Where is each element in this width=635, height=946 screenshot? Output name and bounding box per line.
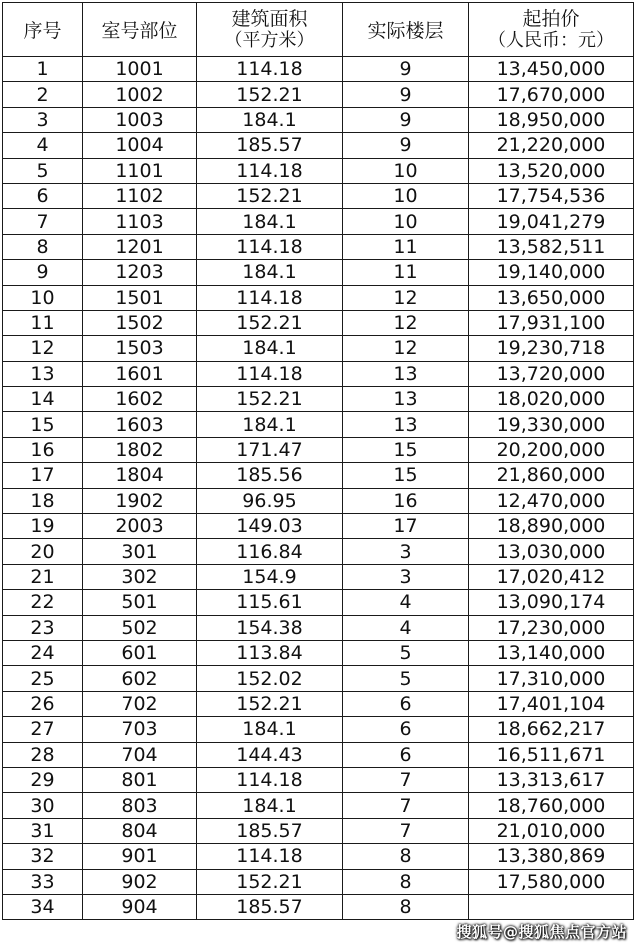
table-row <box>3 57 634 82</box>
room-cell: 1802 <box>83 437 197 462</box>
price-cell: 21,220,000 <box>469 133 634 158</box>
table-row <box>3 539 634 564</box>
room-cell: 1502 <box>83 310 197 335</box>
floor-cell: 4 <box>343 590 469 615</box>
room-cell: 1102 <box>83 183 197 208</box>
table-row <box>3 564 634 589</box>
floor-cell: 5 <box>343 666 469 691</box>
floor-cell: 8 <box>343 894 469 919</box>
table-row <box>3 640 634 665</box>
floor-cell: 4 <box>343 615 469 640</box>
room-cell: 2003 <box>83 514 197 539</box>
table-body <box>3 57 634 920</box>
price-cell: 17,754,536 <box>469 183 634 208</box>
area-cell: 152.21 <box>197 183 343 208</box>
area-cell: 96.95 <box>197 488 343 513</box>
index-cell: 10 <box>3 285 83 310</box>
index-cell: 24 <box>3 640 83 665</box>
room-cell: 902 <box>83 869 197 894</box>
table-row <box>3 285 634 310</box>
table-row <box>3 183 634 208</box>
room-cell: 1002 <box>83 82 197 107</box>
price-cell: 13,650,000 <box>469 285 634 310</box>
room-cell: 1804 <box>83 463 197 488</box>
area-cell: 115.61 <box>197 590 343 615</box>
table-row <box>3 590 634 615</box>
room-cell: 1101 <box>83 158 197 183</box>
index-cell: 29 <box>3 767 83 792</box>
floor-cell: 7 <box>343 818 469 843</box>
table-row <box>3 387 634 412</box>
floor-cell: 8 <box>343 869 469 894</box>
room-cell: 704 <box>83 742 197 767</box>
header-room-label: 室号部位 <box>101 20 178 42</box>
price-cell: 17,670,000 <box>469 82 634 107</box>
table-row <box>3 361 634 386</box>
room-cell: 1003 <box>83 107 197 132</box>
index-cell: 19 <box>3 514 83 539</box>
price-cell: 17,401,104 <box>469 691 634 716</box>
auction-price-table <box>2 2 634 920</box>
area-cell: 149.03 <box>197 514 343 539</box>
price-cell: 19,140,000 <box>469 260 634 285</box>
area-cell: 185.57 <box>197 818 343 843</box>
area-cell: 116.84 <box>197 539 343 564</box>
table-row <box>3 310 634 335</box>
table-row <box>3 793 634 818</box>
area-cell: 113.84 <box>197 640 343 665</box>
price-cell: 13,720,000 <box>469 361 634 386</box>
area-cell: 185.56 <box>197 463 343 488</box>
table-row <box>3 767 634 792</box>
index-cell: 26 <box>3 691 83 716</box>
floor-cell: 16 <box>343 488 469 513</box>
price-cell: 17,310,000 <box>469 666 634 691</box>
area-cell: 152.21 <box>197 387 343 412</box>
table-row <box>3 615 634 640</box>
floor-cell: 10 <box>343 158 469 183</box>
index-cell: 25 <box>3 666 83 691</box>
table-row <box>3 133 634 158</box>
room-cell: 602 <box>83 666 197 691</box>
table-row <box>3 107 634 132</box>
table-header <box>3 3 634 57</box>
floor-cell: 3 <box>343 564 469 589</box>
area-cell: 171.47 <box>197 437 343 462</box>
header-index <box>3 3 83 57</box>
area-cell: 114.18 <box>197 285 343 310</box>
price-cell: 17,020,412 <box>469 564 634 589</box>
table-row <box>3 488 634 513</box>
room-cell: 1601 <box>83 361 197 386</box>
index-cell: 8 <box>3 234 83 259</box>
floor-cell: 11 <box>343 234 469 259</box>
room-cell: 501 <box>83 590 197 615</box>
index-cell: 15 <box>3 412 83 437</box>
header-area <box>197 3 343 57</box>
price-cell: 13,140,000 <box>469 640 634 665</box>
price-cell: 13,520,000 <box>469 158 634 183</box>
price-cell: 20,200,000 <box>469 437 634 462</box>
floor-cell: 12 <box>343 336 469 361</box>
room-cell: 1201 <box>83 234 197 259</box>
room-cell: 804 <box>83 818 197 843</box>
table-row <box>3 742 634 767</box>
floor-cell: 15 <box>343 463 469 488</box>
index-cell: 3 <box>3 107 83 132</box>
index-cell: 11 <box>3 310 83 335</box>
index-cell: 21 <box>3 564 83 589</box>
area-cell: 184.1 <box>197 793 343 818</box>
floor-cell: 7 <box>343 767 469 792</box>
area-cell: 184.1 <box>197 260 343 285</box>
floor-cell: 12 <box>343 310 469 335</box>
table-row <box>3 336 634 361</box>
price-cell: 17,230,000 <box>469 615 634 640</box>
table-row <box>3 463 634 488</box>
table-row <box>3 894 634 919</box>
area-cell: 152.21 <box>197 82 343 107</box>
room-cell: 904 <box>83 894 197 919</box>
floor-cell: 13 <box>343 387 469 412</box>
room-cell: 301 <box>83 539 197 564</box>
room-cell: 703 <box>83 717 197 742</box>
header-row <box>3 3 634 57</box>
floor-cell: 6 <box>343 742 469 767</box>
room-cell: 601 <box>83 640 197 665</box>
index-cell: 31 <box>3 818 83 843</box>
header-room <box>83 3 197 57</box>
watermark: 搜狐号@搜狐焦点官方站 <box>456 923 627 941</box>
floor-cell: 15 <box>343 437 469 462</box>
floor-cell: 11 <box>343 260 469 285</box>
index-cell: 22 <box>3 590 83 615</box>
price-cell: 19,230,718 <box>469 336 634 361</box>
index-cell: 1 <box>3 57 83 82</box>
room-cell: 1902 <box>83 488 197 513</box>
table-row <box>3 82 634 107</box>
area-cell: 114.18 <box>197 361 343 386</box>
area-cell: 154.9 <box>197 564 343 589</box>
index-cell: 5 <box>3 158 83 183</box>
table-row <box>3 260 634 285</box>
area-cell: 114.18 <box>197 158 343 183</box>
floor-cell: 5 <box>343 640 469 665</box>
price-cell: 12,470,000 <box>469 488 634 513</box>
floor-cell: 10 <box>343 183 469 208</box>
floor-cell: 13 <box>343 361 469 386</box>
header-index-label: 序号 <box>23 20 62 42</box>
header-price-label: 起拍价 <box>522 7 580 30</box>
index-cell: 16 <box>3 437 83 462</box>
price-cell: 13,582,511 <box>469 234 634 259</box>
header-price-unit: （人民币：元） <box>488 29 614 51</box>
index-cell: 17 <box>3 463 83 488</box>
price-cell: 21,860,000 <box>469 463 634 488</box>
price-cell: 18,020,000 <box>469 387 634 412</box>
floor-cell: 13 <box>343 412 469 437</box>
area-cell: 184.1 <box>197 412 343 437</box>
table-row <box>3 234 634 259</box>
floor-cell: 6 <box>343 691 469 716</box>
floor-cell: 3 <box>343 539 469 564</box>
room-cell: 502 <box>83 615 197 640</box>
price-cell: 17,931,100 <box>469 310 634 335</box>
header-area-unit: （平方米） <box>224 29 315 51</box>
room-cell: 302 <box>83 564 197 589</box>
price-cell: 18,890,000 <box>469 514 634 539</box>
floor-cell: 7 <box>343 793 469 818</box>
area-cell: 184.1 <box>197 209 343 234</box>
room-cell: 1001 <box>83 57 197 82</box>
header-price <box>469 3 634 57</box>
room-cell: 1103 <box>83 209 197 234</box>
index-cell: 18 <box>3 488 83 513</box>
table-row <box>3 691 634 716</box>
area-cell: 152.21 <box>197 691 343 716</box>
price-cell: 13,030,000 <box>469 539 634 564</box>
table-row <box>3 666 634 691</box>
index-cell: 23 <box>3 615 83 640</box>
room-cell: 1603 <box>83 412 197 437</box>
area-cell: 185.57 <box>197 133 343 158</box>
room-cell: 1501 <box>83 285 197 310</box>
table-row <box>3 717 634 742</box>
room-cell: 1004 <box>83 133 197 158</box>
table-row <box>3 158 634 183</box>
index-cell: 27 <box>3 717 83 742</box>
area-cell: 144.43 <box>197 742 343 767</box>
index-cell: 34 <box>3 894 83 919</box>
floor-cell: 9 <box>343 57 469 82</box>
price-cell: 13,090,174 <box>469 590 634 615</box>
index-cell: 20 <box>3 539 83 564</box>
index-cell: 30 <box>3 793 83 818</box>
price-cell: 18,950,000 <box>469 107 634 132</box>
floor-cell: 17 <box>343 514 469 539</box>
area-cell: 152.21 <box>197 869 343 894</box>
price-cell: 13,313,617 <box>469 767 634 792</box>
index-cell: 4 <box>3 133 83 158</box>
room-cell: 1203 <box>83 260 197 285</box>
table-row <box>3 437 634 462</box>
area-cell: 114.18 <box>197 234 343 259</box>
area-cell: 184.1 <box>197 717 343 742</box>
price-cell: 21,010,000 <box>469 818 634 843</box>
table-row <box>3 869 634 894</box>
price-cell: 17,580,000 <box>469 869 634 894</box>
area-cell: 114.18 <box>197 57 343 82</box>
price-cell: 18,760,000 <box>469 793 634 818</box>
index-cell: 12 <box>3 336 83 361</box>
area-cell: 114.18 <box>197 844 343 869</box>
index-cell: 32 <box>3 844 83 869</box>
price-cell: 18,662,217 <box>469 717 634 742</box>
index-cell: 9 <box>3 260 83 285</box>
room-cell: 702 <box>83 691 197 716</box>
floor-cell: 6 <box>343 717 469 742</box>
area-cell: 184.1 <box>197 336 343 361</box>
price-cell: 13,450,000 <box>469 57 634 82</box>
area-cell: 154.38 <box>197 615 343 640</box>
price-cell: 19,041,279 <box>469 209 634 234</box>
area-cell: 152.21 <box>197 310 343 335</box>
floor-cell: 8 <box>343 844 469 869</box>
floor-cell: 9 <box>343 107 469 132</box>
price-cell: 16,511,671 <box>469 742 634 767</box>
room-cell: 901 <box>83 844 197 869</box>
index-cell: 28 <box>3 742 83 767</box>
floor-cell: 10 <box>343 209 469 234</box>
table-row <box>3 844 634 869</box>
header-floor-label: 实际楼层 <box>367 20 444 42</box>
price-cell: 19,330,000 <box>469 412 634 437</box>
area-cell: 184.1 <box>197 107 343 132</box>
header-floor <box>343 3 469 57</box>
index-cell: 33 <box>3 869 83 894</box>
table-row <box>3 514 634 539</box>
room-cell: 803 <box>83 793 197 818</box>
table-row <box>3 209 634 234</box>
room-cell: 801 <box>83 767 197 792</box>
room-cell: 1503 <box>83 336 197 361</box>
index-cell: 2 <box>3 82 83 107</box>
table-row <box>3 412 634 437</box>
area-cell: 114.18 <box>197 767 343 792</box>
floor-cell: 9 <box>343 82 469 107</box>
price-cell <box>469 894 634 919</box>
index-cell: 14 <box>3 387 83 412</box>
area-cell: 185.57 <box>197 894 343 919</box>
floor-cell: 12 <box>343 285 469 310</box>
header-area-label: 建筑面积 <box>231 7 308 30</box>
room-cell: 1602 <box>83 387 197 412</box>
price-cell: 13,380,869 <box>469 844 634 869</box>
area-cell: 152.02 <box>197 666 343 691</box>
table-row <box>3 818 634 843</box>
index-cell: 13 <box>3 361 83 386</box>
index-cell: 6 <box>3 183 83 208</box>
index-cell: 7 <box>3 209 83 234</box>
floor-cell: 9 <box>343 133 469 158</box>
